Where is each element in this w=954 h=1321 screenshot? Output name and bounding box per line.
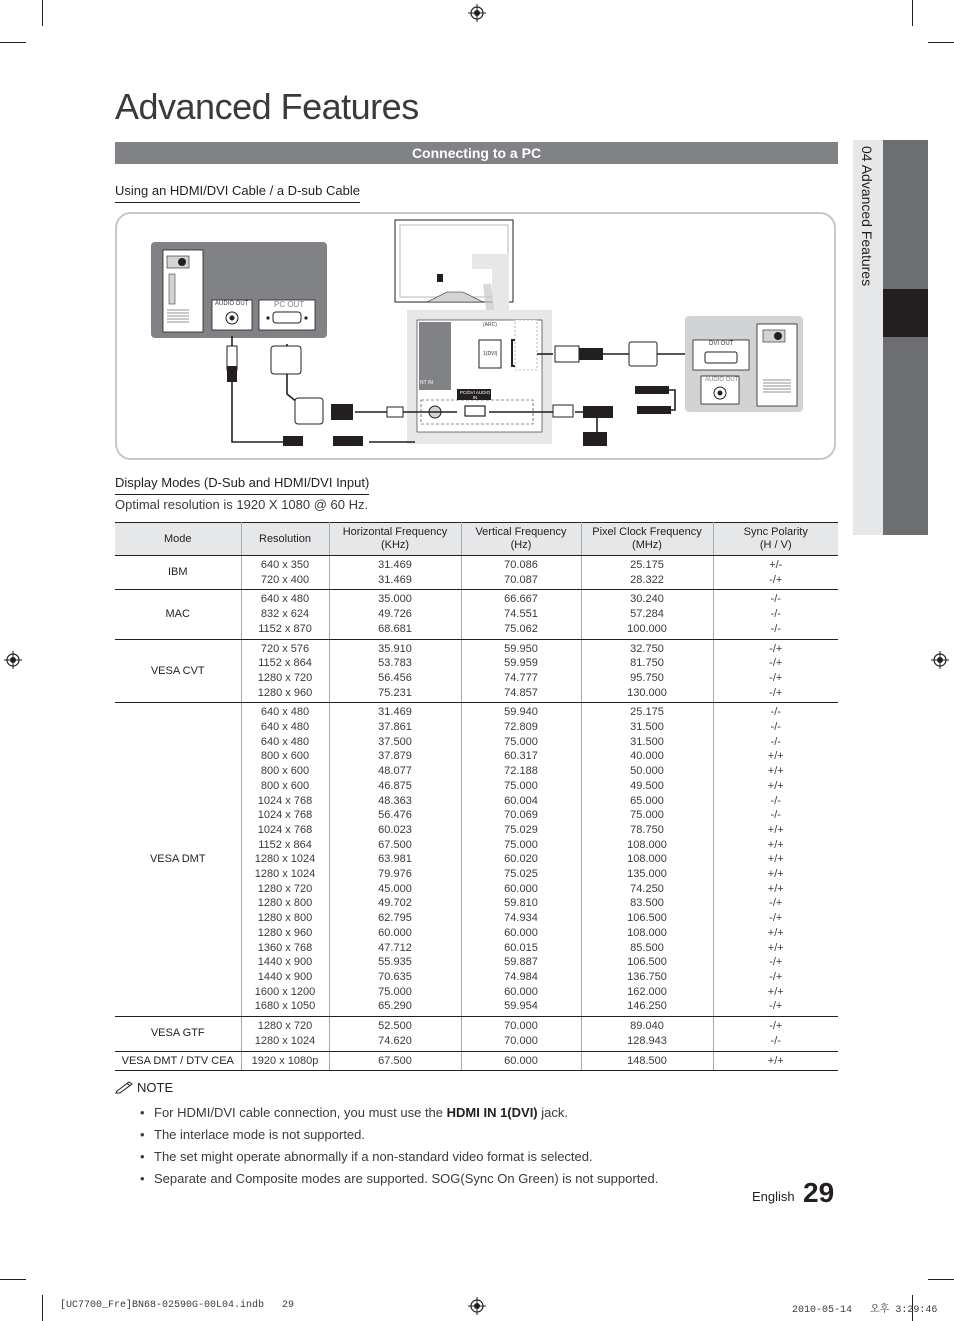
mode-cell: MAC xyxy=(115,590,241,639)
vertical-frequency-cell: 70.000 70.000 xyxy=(461,1017,581,1051)
horizontal-frequency-cell: 35.910 53.783 56.456 75.231 xyxy=(329,639,461,703)
horizontal-frequency-cell: 67.500 xyxy=(329,1051,461,1071)
column-header-horizontal-frequency: Horizontal Frequency (KHz) xyxy=(329,523,461,556)
vertical-frequency-cell: 59.950 59.959 74.777 74.857 xyxy=(461,639,581,703)
crop-mark xyxy=(42,1295,43,1321)
sync-polarity-cell: -/- -/- -/- xyxy=(713,590,838,639)
horizontal-frequency-cell: 52.500 74.620 xyxy=(329,1017,461,1051)
tv-in-label: NT IN xyxy=(420,380,433,386)
pc-left-audio-out-label: AUDIO OUT xyxy=(215,301,249,307)
footer-language: English xyxy=(752,1189,795,1204)
registration-mark-icon xyxy=(468,4,486,22)
sync-polarity-cell: +/+ xyxy=(713,1051,838,1071)
crop-mark xyxy=(42,0,43,26)
display-modes-table xyxy=(115,522,838,1071)
vertical-frequency-cell: 66.667 74.551 75.062 xyxy=(461,590,581,639)
section-title-bar: Connecting to a PC xyxy=(115,142,838,164)
vertical-frequency-cell: 60.000 xyxy=(461,1051,581,1071)
table-row xyxy=(115,639,838,703)
sync-polarity-cell: +/- -/+ xyxy=(713,556,838,590)
registration-mark-icon xyxy=(4,651,22,669)
column-header-mode: Mode xyxy=(115,523,241,556)
list-item: • For HDMI/DVI cable connection, you must use the HDMI IN 1(DVI) jack. xyxy=(140,1102,658,1124)
list-item: • Separate and Composite modes are supported. SOG(Sync On Green) is not supported. xyxy=(140,1168,658,1190)
pixel-clock-cell: 148.500 xyxy=(581,1051,713,1071)
mode-cell: IBM xyxy=(115,556,241,590)
subhead-cable: Using an HDMI/DVI Cable / a D-sub Cable xyxy=(115,183,360,203)
crop-mark xyxy=(0,42,26,43)
pixel-clock-cell: 32.750 81.750 95.750 130.000 xyxy=(581,639,713,703)
page-title: Advanced Features xyxy=(115,86,419,127)
table-header-row xyxy=(115,523,838,556)
side-tab-marker xyxy=(883,289,928,337)
mode-cell: VESA CVT xyxy=(115,639,241,703)
note-heading xyxy=(115,1080,173,1095)
resolution-cell: 640 x 480 832 x 624 1152 x 870 xyxy=(241,590,329,639)
pencil-icon xyxy=(115,1080,135,1094)
column-header-resolution: Resolution xyxy=(241,523,329,556)
note-heading-text: NOTE xyxy=(137,1080,174,1095)
resolution-cell: 1920 x 1080p xyxy=(241,1051,329,1071)
pc-left-pc-out-label: PC OUT xyxy=(274,300,305,309)
mode-cell: VESA GTF xyxy=(115,1017,241,1051)
tv-pc-dvi-audio-label: PC/DVI AUDIO IN xyxy=(459,390,491,400)
column-header-pixel-clock: Pixel Clock Frequency (MHz) xyxy=(581,523,713,556)
print-slug-left: [UC7700_Fre]BN68-02590G-00L04.indb 29 xyxy=(60,1300,295,1311)
subhead-display-modes: Display Modes (D-Sub and HDMI/DVI Input) xyxy=(115,475,369,495)
list-item: • The set might operate abnormally if a non-standard video format is selected. xyxy=(140,1146,658,1168)
pixel-clock-cell: 25.175 28.322 xyxy=(581,556,713,590)
mode-cell: VESA DMT / DTV CEA xyxy=(115,1051,241,1071)
list-item: • The interlace mode is not supported. xyxy=(140,1124,658,1146)
table-row xyxy=(115,1051,838,1071)
pixel-clock-cell: 30.240 57.284 100.000 xyxy=(581,590,713,639)
table-row xyxy=(115,1017,838,1051)
table-row xyxy=(115,590,838,639)
tv-arc-label: (ARC) xyxy=(483,322,497,328)
crop-mark xyxy=(928,1279,954,1280)
sync-polarity-cell: -/+ -/+ -/+ -/+ xyxy=(713,639,838,703)
connection-diagram-illustration xyxy=(117,214,834,458)
registration-mark-icon xyxy=(468,1297,486,1315)
side-tab-strip xyxy=(883,140,928,535)
pc-right-dvi-out-label: DVI OUT xyxy=(709,341,734,347)
column-header-sync-polarity: Sync Polarity (H / V) xyxy=(713,523,838,556)
mode-cell: VESA DMT xyxy=(115,703,241,1017)
table-row xyxy=(115,703,838,1017)
crop-mark xyxy=(912,0,913,26)
registration-mark-icon xyxy=(931,651,949,669)
resolution-cell: 720 x 576 1152 x 864 1280 x 720 1280 x 960 xyxy=(241,639,329,703)
horizontal-frequency-cell: 35.000 49.726 68.681 xyxy=(329,590,461,639)
horizontal-frequency-cell: 31.469 31.469 xyxy=(329,556,461,590)
side-tab-label: 04 Advanced Features xyxy=(859,146,875,287)
column-header-vertical-frequency: Vertical Frequency (Hz) xyxy=(461,523,581,556)
tv-dvi-label: 1(DVI) xyxy=(483,351,498,357)
resolution-cell: 640 x 480 640 x 480 640 x 480 800 x 600 800 x 600 800 x 600 1024 x 768 1024 x 768 1024 x 768 1152 x 864 1280 x 1024 1280 x 1024 1280 x 720 1280 x 800 1280 x 800 1280 x 960 1360 x 768 1440 x 900 1440 x 900 1600 x 1200 1680 x 1050 xyxy=(241,703,329,1017)
notes-list xyxy=(140,1102,658,1190)
resolution-cell: 640 x 350 720 x 400 xyxy=(241,556,329,590)
hdmi-in-label: HDMI IN 1(DVI) xyxy=(446,1105,538,1120)
resolution-cell: 1280 x 720 1280 x 1024 xyxy=(241,1017,329,1051)
vertical-frequency-cell: 70.086 70.087 xyxy=(461,556,581,590)
pc-right-audio-out-label: AUDIO OUT xyxy=(705,377,739,383)
vertical-frequency-cell: 59.940 72.809 75.000 60.317 72.188 75.000 60.004 70.069 75.029 75.000 60.020 75.025 60.000 59.810 74.934 60.000 60.015 59.887 74.984 60.000 59.954 xyxy=(461,703,581,1017)
pixel-clock-cell: 25.175 31.500 31.500 40.000 50.000 49.500 65.000 75.000 78.750 108.000 108.000 135.000 74.250 83.500 106.500 108.000 85.500 106.500 136.750 162.000 146.250 xyxy=(581,703,713,1017)
crop-mark xyxy=(0,1279,26,1280)
crop-mark xyxy=(928,42,954,43)
connection-diagram xyxy=(115,212,836,460)
table-row xyxy=(115,556,838,590)
pixel-clock-cell: 89.040 128.943 xyxy=(581,1017,713,1051)
horizontal-frequency-cell: 31.469 37.861 37.500 37.879 48.077 46.875 48.363 56.476 60.023 67.500 63.981 79.976 45.000 49.702 62.795 60.000 47.712 55.935 70.635 75.000 65.290 xyxy=(329,703,461,1017)
sync-polarity-cell: -/- -/- -/- +/+ +/+ +/+ -/- -/- +/+ +/+ +/+ +/+ +/+ -/+ -/+ +/+ +/+ -/+ -/+ +/+ -/+ xyxy=(713,703,838,1017)
optimal-resolution-note: Optimal resolution is 1920 X 1080 @ 60 Hz. xyxy=(115,497,369,512)
print-slug-right: 2010-05-14 오후 3:29:46 xyxy=(792,1305,938,1316)
sync-polarity-cell: -/+ -/- xyxy=(713,1017,838,1051)
page-number: 29 xyxy=(803,1177,835,1208)
